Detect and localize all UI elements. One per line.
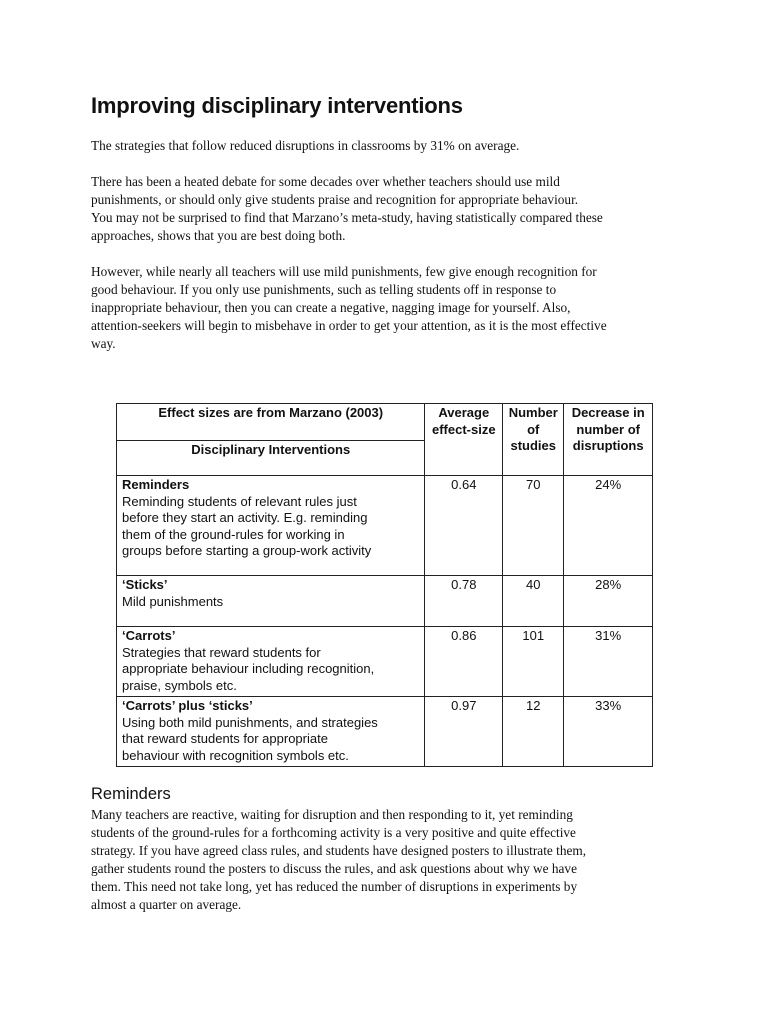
table-row <box>117 576 653 627</box>
paragraph-line: You may not be surprised to find that Marzano’s meta-study, having statistically compared these <box>91 210 603 225</box>
reminders-heading: Reminders <box>91 785 171 803</box>
studies-cell: 101 <box>503 627 564 697</box>
paragraph-line: students of the ground-rules for a forthcoming activity is a very positive and quite effective <box>91 825 576 840</box>
intro-paragraph <box>91 137 691 155</box>
intervention-desc-line: that reward students for appropriate <box>122 731 328 746</box>
studies-header <box>503 404 564 476</box>
intervention-name: ‘Carrots’ plus ‘sticks’ <box>122 698 253 713</box>
source-header <box>117 404 425 441</box>
header-line: studies <box>510 438 556 453</box>
intervention-name: Reminders <box>122 477 190 492</box>
effect-sizes-table <box>116 403 653 767</box>
paragraph-line: inappropriate behaviour, then you can create a negative, nagging image for yourself. Also, <box>91 300 571 315</box>
intervention-desc-line: praise, symbols etc. <box>122 677 237 693</box>
intervention-cell <box>117 576 425 627</box>
paragraph-line: punishments, or should only give students praise and recognition for appropriate behaviour. <box>91 192 579 207</box>
intervention-desc-line: Strategies that reward students for <box>122 644 321 660</box>
table-row <box>117 697 653 767</box>
intervention-desc-line: Reminding students of relevant rules just <box>122 493 357 509</box>
decrease-cell: 24% <box>564 476 653 576</box>
header-line: Decrease in <box>571 405 645 420</box>
paragraph-line: gather students round the posters to discuss the rules, and ask questions about why we have <box>91 861 577 876</box>
reminders-paragraph <box>91 806 691 914</box>
paragraph-line: almost a quarter on average. <box>91 897 242 912</box>
decrease-header <box>564 404 653 476</box>
debate-paragraph <box>91 173 691 245</box>
page-title: Improving disciplinary interventions <box>91 93 463 118</box>
header-line: number of <box>576 421 640 437</box>
intervention-desc-line: before they start an activity. E.g. reminding <box>122 510 368 525</box>
header-line: Average <box>438 405 490 420</box>
intervention-cell <box>117 476 425 576</box>
effect-size-cell: 0.78 <box>425 576 503 627</box>
paragraph-line: There has been a heated debate for some decades over whether teachers should use mild <box>91 174 560 189</box>
header-line: Number <box>508 405 558 420</box>
effect-size-cell: 0.97 <box>425 697 503 767</box>
header-line: of <box>527 421 540 437</box>
table-row <box>117 476 653 576</box>
table-header-row <box>117 404 653 441</box>
paragraph-line: approaches, shows that you are best doing both. <box>91 228 346 243</box>
intervention-desc-line: them of the ground-rules for working in <box>122 526 345 542</box>
intervention-desc-line: appropriate behaviour including recognition, <box>122 661 375 676</box>
decrease-cell: 31% <box>564 627 653 697</box>
paragraph-line: attention-seekers will begin to misbehave in order to get your attention, as it is the most effective <box>91 318 607 333</box>
interventions-header <box>117 441 425 476</box>
paragraph-line: them. This need not take long, yet has reduced the number of disruptions in experiments by <box>91 879 578 894</box>
studies-cell: 40 <box>503 576 564 627</box>
intervention-desc-line: Mild punishments <box>122 593 224 609</box>
studies-cell: 12 <box>503 697 564 767</box>
table-row <box>117 627 653 697</box>
intervention-name: ‘Sticks’ <box>122 577 168 592</box>
header-line: effect-size <box>432 421 496 437</box>
intervention-desc-line: behaviour with recognition symbols etc. <box>122 747 349 763</box>
decrease-cell: 28% <box>564 576 653 627</box>
effect-size-header <box>425 404 503 476</box>
intervention-desc-line: groups before starting a group-work activity <box>122 543 372 558</box>
intervention-desc-line: Using both mild punishments, and strategies <box>122 714 378 730</box>
intervention-name: ‘Carrots’ <box>122 628 176 643</box>
paragraph-line: way. <box>91 336 116 351</box>
intro-line: The strategies that follow reduced disruptions in classrooms by 31% on average. <box>91 138 520 153</box>
paragraph-line: Many teachers are reactive, waiting for disruption and then responding to it, yet reminding <box>91 807 573 822</box>
paragraph-line: strategy. If you have agreed class rules, and students have designed posters to illustrate them, <box>91 843 587 858</box>
intervention-cell <box>117 697 425 767</box>
paragraph-line: good behaviour. If you only use punishments, such as telling students off in response to <box>91 282 557 297</box>
header-line: disruptions <box>572 438 644 453</box>
paragraph-line: However, while nearly all teachers will use mild punishments, few give enough recognition for <box>91 264 597 279</box>
effect-size-cell: 0.86 <box>425 627 503 697</box>
effect-size-cell: 0.64 <box>425 476 503 576</box>
however-paragraph <box>91 263 691 353</box>
interventions-header-text: Disciplinary Interventions <box>191 442 351 457</box>
intervention-cell <box>117 627 425 697</box>
source-header-text: Effect sizes are from Marzano (2003) <box>158 405 384 420</box>
studies-cell: 70 <box>503 476 564 576</box>
decrease-cell: 33% <box>564 697 653 767</box>
